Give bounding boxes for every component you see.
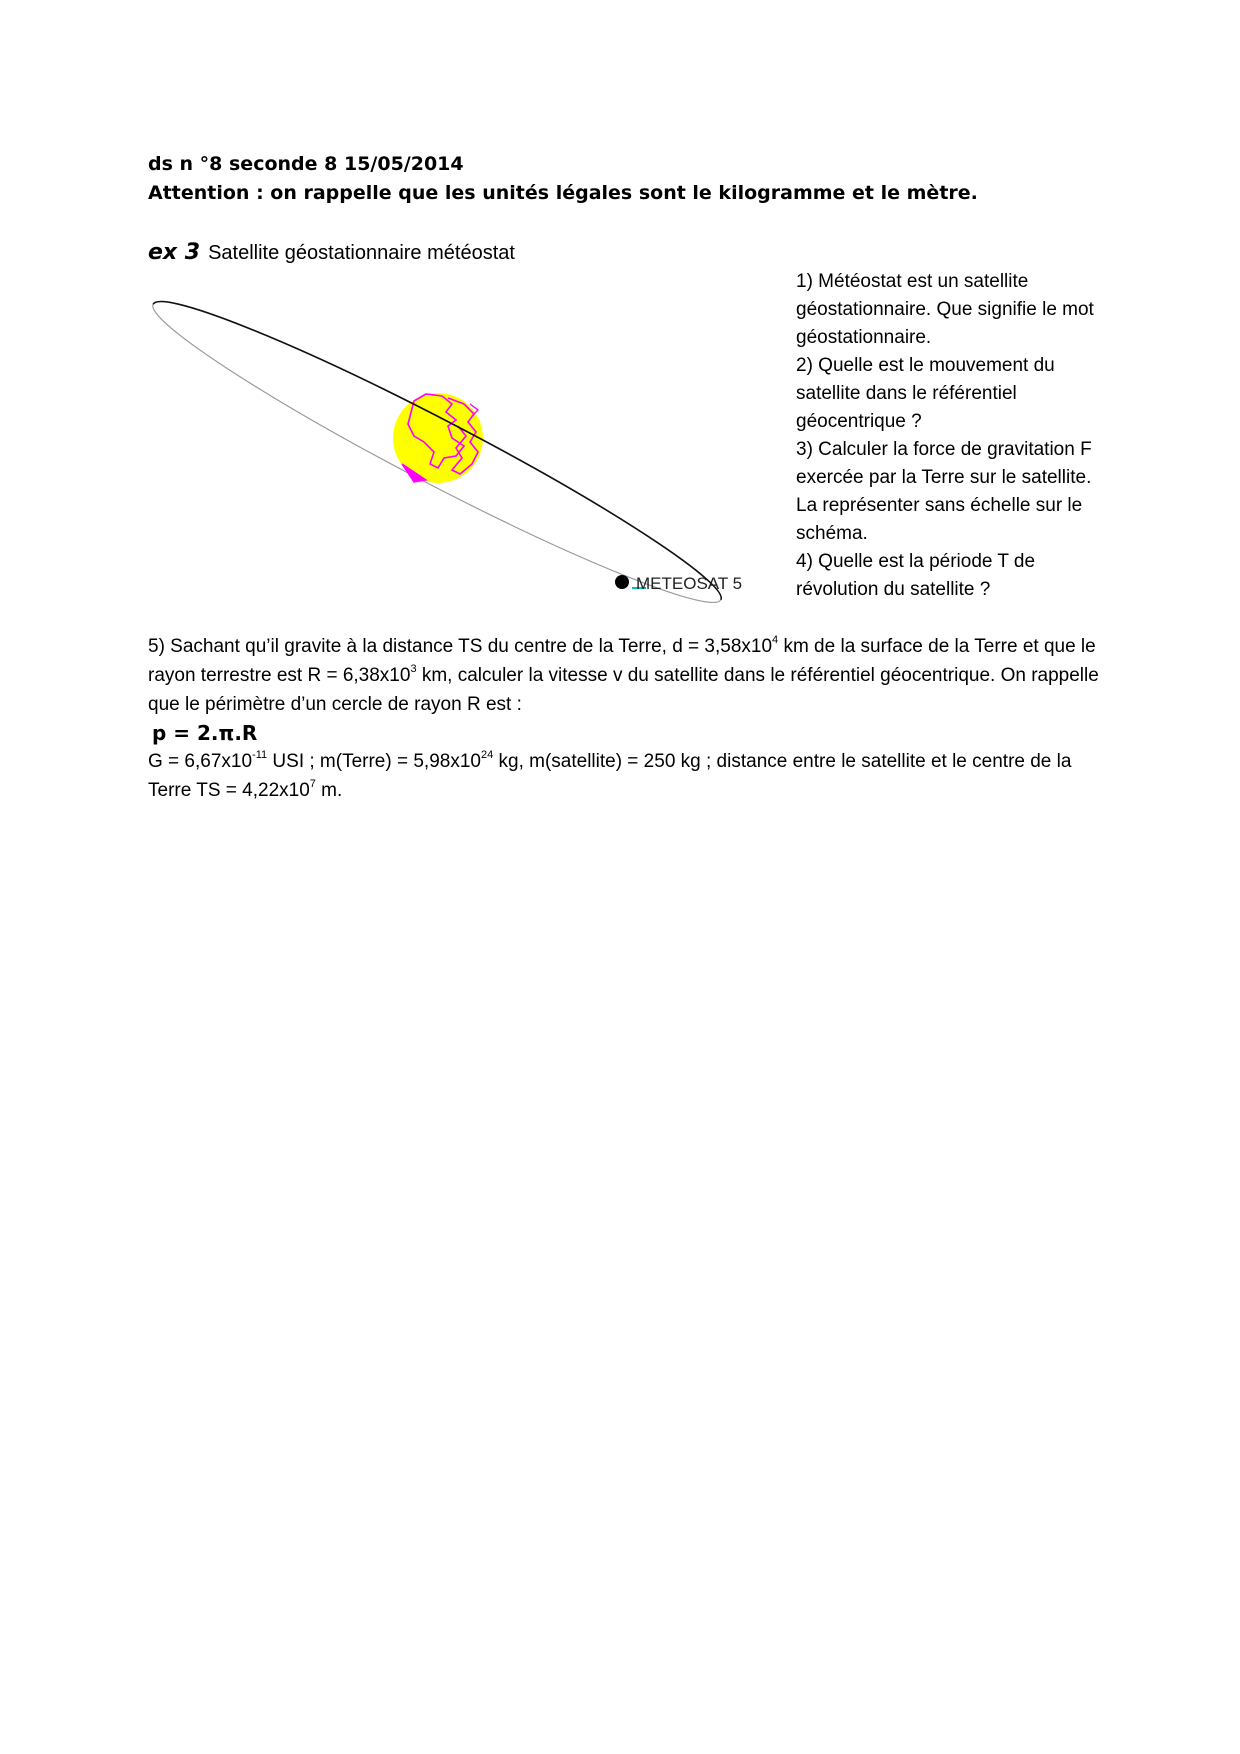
constants-line xyxy=(148,747,1108,805)
exercise-title: Satellite géostationnaire météostat xyxy=(208,242,515,264)
exercise-label: ex 3 xyxy=(148,240,201,265)
constant-g-exp: -11 xyxy=(252,748,268,761)
perimeter-formula: p = 2.π.R xyxy=(152,721,258,745)
satellite-label: METEOSAT 5 xyxy=(636,574,743,593)
constant-ts-exp: 7 xyxy=(309,777,316,790)
constant-end: m. xyxy=(315,780,343,801)
q5-part-a: 5) Sachant qu’il gravite à la distance TS du centre de la Terre, d = 3,58x10 xyxy=(148,636,773,657)
satellite-dot xyxy=(615,575,629,589)
q5-exp-a: 4 xyxy=(772,633,779,646)
earth xyxy=(393,393,483,483)
q5-part-c: km, calculer la vitesse v du satellite dans le référentiel géocentrique. On rappelle que le périmètre d’un cercle de rayon R est : xyxy=(148,665,1099,715)
units-warning: Attention : on rappelle que les unités légales sont le kilogramme et le mètre. xyxy=(148,182,978,204)
q5-exp-b: 3 xyxy=(410,662,417,675)
questions-column xyxy=(796,268,1101,604)
constant-mid1: USI ; m(Terre) = 5,98x10 xyxy=(267,751,481,772)
orbit-diagram xyxy=(152,286,772,616)
constant-g: G = 6,67x10 xyxy=(148,751,253,772)
question-3: 3) Calculer la force de gravitation F exercée par la Terre sur le satellite. La représenter sans échelle sur le schéma. xyxy=(796,439,1092,544)
exercise-heading xyxy=(148,239,515,269)
question-5 xyxy=(148,632,1108,719)
constant-mid2: kg, m(satellite) = 250 kg ; distance entre le satellite et le centre de la Terre TS = 4,22x10 xyxy=(148,751,1072,801)
q5-part-b: km de la surface de la Terre et que le rayon terrestre est R = 6,38x10 xyxy=(148,636,1096,686)
question-5-block xyxy=(148,632,1108,805)
question-1: 1) Météostat est un satellite géostationnaire. Que signifie le mot géostationnaire. xyxy=(796,271,1094,348)
constant-earth-exp: 24 xyxy=(480,748,494,761)
question-4: 4) Quelle est la période T de révolution du satellite ? xyxy=(796,551,1036,600)
question-2: 2) Quelle est le mouvement du satellite dans le référentiel géocentrique ? xyxy=(796,355,1055,432)
document-title: ds n °8 seconde 8 15/05/2014 xyxy=(148,153,464,175)
